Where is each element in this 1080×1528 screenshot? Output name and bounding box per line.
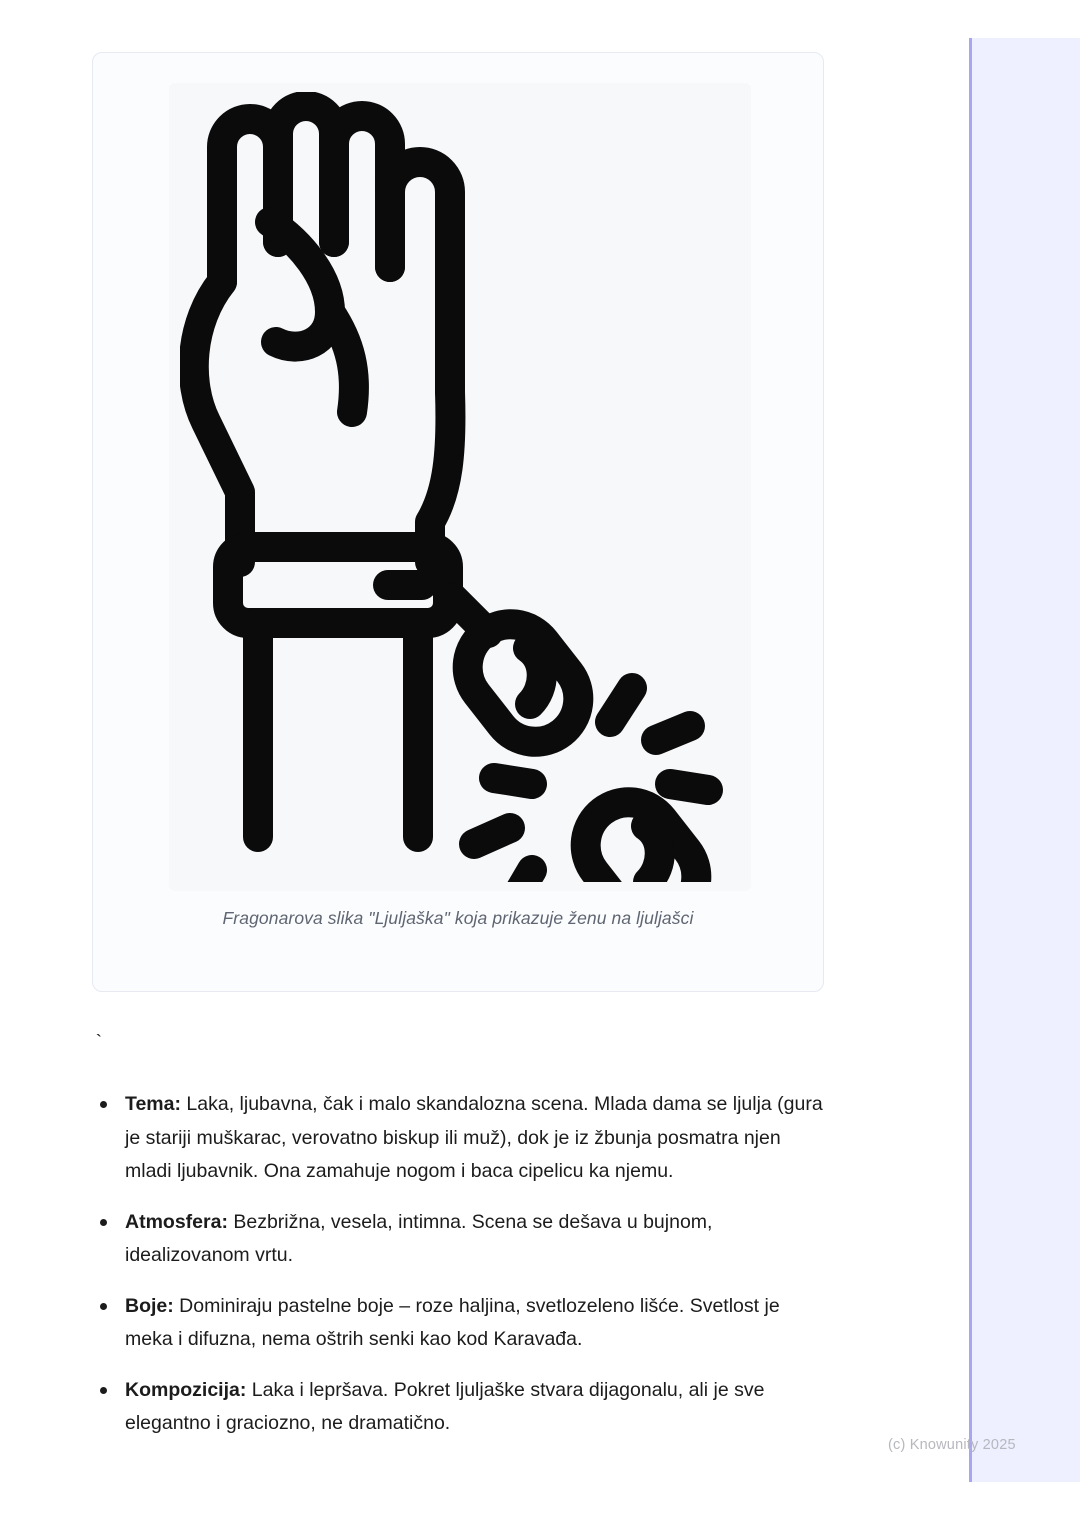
list-item-label: Kompozicija: [125,1378,247,1401]
figure-card [92,52,824,992]
watermark: (c) Knowunity 2025 [888,1437,1016,1453]
stray-backtick: ` [93,1032,105,1054]
list-item [93,1374,823,1441]
list-item-text: Dominiraju pastelne boje – roze haljina, svetlozeleno lišće. Svetlost je meka i difuzna, nema oštrih senki kao kod Karavađa. [125,1294,780,1351]
raised-fist-breaking-chain-icon [180,92,740,882]
figure-image [169,83,751,891]
list-item-text: Laka, ljubavna, čak i malo skandalozna scena. Mlada dama se ljulja (gura je stariji muškarac, verovatno biskup ili muž), dok je iz žbunja posmatra njen mladi ljubavnik. Ona zamahuje nogom i baca cipelicu ka njemu. [125,1093,823,1183]
list-item-label: Atmosfera: [125,1210,228,1233]
list-item [93,1206,823,1273]
list-item-label: Boje: [125,1294,174,1317]
list-item-text: Bezbrižna, vesela, intimna. Scena se dešava u bujnom, idealizovanom vrtu. [125,1210,713,1267]
list-item-text: Laka i lepršava. Pokret ljuljaške stvara dijagonalu, ali je sve elegantno i graciozno, ne dramatično. [125,1378,765,1435]
figure-caption: Fragonarova slika "Ljuljaška" koja prikazuje ženu na ljuljašci [222,908,694,928]
list-item-label: Tema: [125,1093,181,1115]
list-item [93,1088,823,1189]
list-item [93,1290,823,1357]
analysis-bullet-list [93,1088,823,1458]
right-accent-strip [969,38,1080,1482]
